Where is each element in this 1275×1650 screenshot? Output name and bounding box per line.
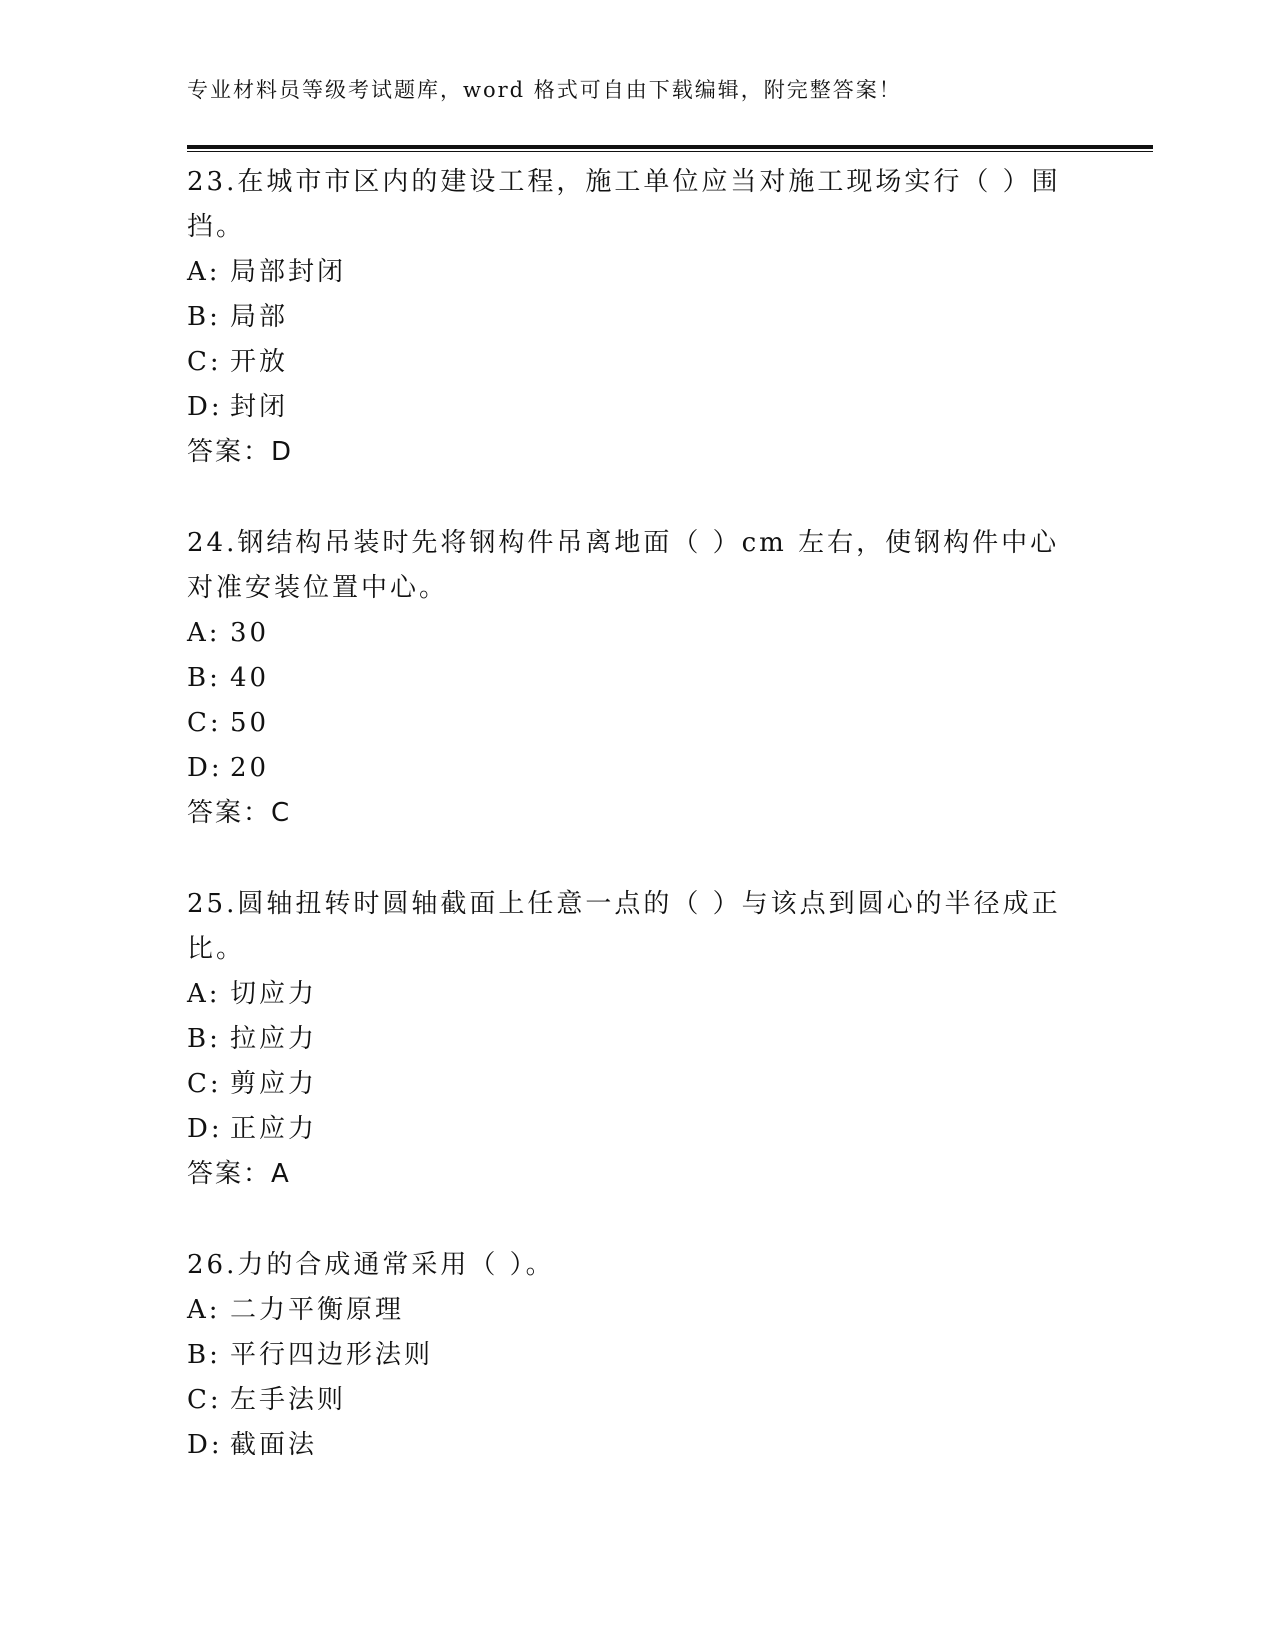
option-d — [187, 385, 1067, 430]
question-25 — [187, 882, 1067, 1197]
option-b — [187, 295, 1067, 340]
option-a — [187, 972, 1067, 1017]
option-b — [187, 1333, 1067, 1378]
option-text: 切应力 — [230, 979, 318, 1009]
option-key: B: — [187, 302, 221, 332]
option-key: C: — [187, 1385, 222, 1415]
option-b — [187, 1017, 1067, 1062]
question-26 — [187, 1243, 1067, 1468]
option-text: 左手法则 — [230, 1385, 347, 1415]
option-text: 局部封闭 — [230, 257, 347, 287]
option-key: D: — [187, 753, 223, 783]
option-d — [187, 1423, 1067, 1468]
page-header: 专业材料员等级考试题库，word 格式可自由下载编辑，附完整答案！ — [187, 78, 902, 102]
option-text: 局部 — [230, 302, 289, 332]
option-text: 剪应力 — [230, 1069, 318, 1099]
option-text: 正应力 — [230, 1114, 318, 1144]
option-a — [187, 611, 1067, 656]
option-key: B: — [187, 1024, 221, 1054]
question-stem: 23.在城市市区内的建设工程，施工单位应当对施工现场实行（ ）围挡。 — [187, 167, 1061, 242]
answer-line: 答案：C — [187, 798, 292, 828]
question-23 — [187, 160, 1067, 475]
option-key: D: — [187, 1430, 223, 1460]
question-list — [187, 160, 1067, 1514]
option-key: D: — [187, 392, 223, 422]
option-key: A: — [187, 618, 221, 648]
option-key: A: — [187, 979, 221, 1009]
option-key: C: — [187, 347, 222, 377]
option-c — [187, 701, 1067, 746]
answer-line: 答案：A — [187, 1159, 291, 1189]
option-text: 平行四边形法则 — [230, 1340, 434, 1370]
option-key: C: — [187, 708, 222, 738]
option-key: B: — [187, 1340, 221, 1370]
option-text: 拉应力 — [230, 1024, 318, 1054]
question-stem: 26.力的合成通常采用（ ）。 — [187, 1250, 555, 1280]
option-text: 封闭 — [230, 392, 289, 422]
option-key: A: — [187, 257, 221, 287]
question-stem: 24.钢结构吊装时先将钢构件吊离地面（ ）cm 左右，使钢构件中心对准安装位置中心。 — [187, 528, 1060, 603]
option-d — [187, 1107, 1067, 1152]
option-text: 截面法 — [230, 1430, 318, 1460]
option-c — [187, 1062, 1067, 1107]
option-d — [187, 746, 1067, 791]
option-a — [187, 250, 1067, 295]
option-text: 30 — [230, 618, 270, 648]
option-text: 二力平衡原理 — [230, 1295, 405, 1325]
option-c — [187, 1378, 1067, 1423]
option-key: C: — [187, 1069, 222, 1099]
header-divider-thin — [187, 151, 1153, 152]
option-text: 开放 — [230, 347, 289, 377]
option-text: 20 — [230, 753, 270, 783]
option-text: 40 — [230, 663, 270, 693]
option-key: D: — [187, 1114, 223, 1144]
option-a — [187, 1288, 1067, 1333]
question-24 — [187, 521, 1067, 836]
option-key: A: — [187, 1295, 221, 1325]
option-c — [187, 340, 1067, 385]
option-b — [187, 656, 1067, 701]
answer-line: 答案：D — [187, 437, 294, 467]
header-divider-thick — [187, 145, 1153, 149]
option-key: B: — [187, 663, 221, 693]
question-stem: 25.圆轴扭转时圆轴截面上任意一点的（ ）与该点到圆心的半径成正比。 — [187, 889, 1061, 964]
option-text: 50 — [230, 708, 270, 738]
